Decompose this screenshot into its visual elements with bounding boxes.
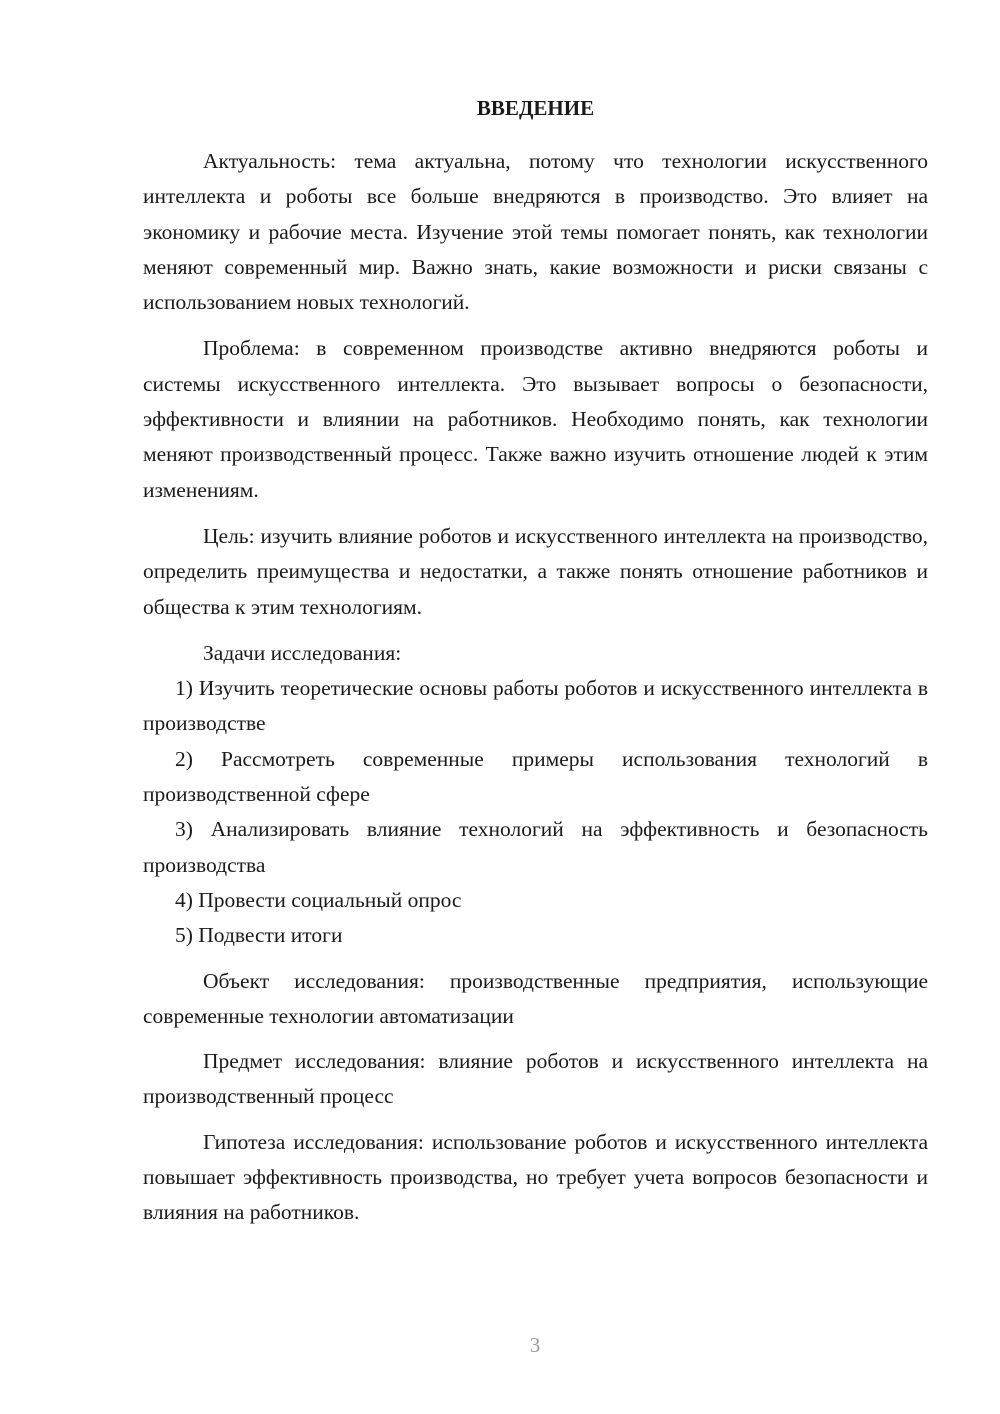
paragraph-subject: Предмет исследования: влияние роботов и искусственного интеллекта на производственный процесс — [143, 1049, 928, 1109]
paragraph-relevance: Актуальность: тема актуальна, потому что технологии искусственного интеллекта и роботы все больше внедряются в производство. Это влияет на экономику и рабочие места. Изучение этой темы помогает понять, как технологии меняют современный мир. Важно знать, какие возможности и риски связаны с использованием новых технологий. — [143, 149, 928, 315]
section-heading: ВВЕДЕНИЕ — [476, 96, 595, 120]
paragraph-hypothesis: Гипотеза исследования: использование роботов и искусственного интеллекта повышает эффективность производства, но требует учета вопросов безопасности и влияния на работников. — [143, 1129, 928, 1225]
task-item: 1) Изучить теоретические основы работы роботов и искусственного интеллекта в производстве — [143, 676, 928, 736]
task-item: 4) Провести социальный опрос — [175, 887, 462, 912]
task-item: 2) Рассмотреть современные примеры использования технологий в производственной сфере — [143, 746, 928, 807]
task-item: 5) Подвести итоги — [175, 923, 343, 948]
paragraph-problem: Проблема: в современном производстве активно внедряются роботы и системы искусственного интеллекта. Это вызывает вопросы о безопасности, эффективности и влиянии на работников. Необходимо понять, как технологии меняют производственный процесс. Также важно изучить отношение людей к этим изменениям. — [143, 336, 928, 502]
page-number: 3 — [529, 1333, 541, 1357]
paragraph-goal: Цель: изучить влияние роботов и искусственного интеллекта на производство, определить преимущества и недостатки, а также понять отношение работников и общества к этим технологиям. — [143, 523, 928, 619]
paragraph-tasks-intro: Задачи исследования: — [203, 640, 402, 665]
document-body — [143, 92, 928, 1231]
paragraph-object: Объект исследования: производственные предприятия, использующие современные технологии автоматизации — [143, 968, 928, 1028]
task-item: 3) Анализировать влияние технологий на эффективность и безопасность производства — [143, 817, 928, 877]
